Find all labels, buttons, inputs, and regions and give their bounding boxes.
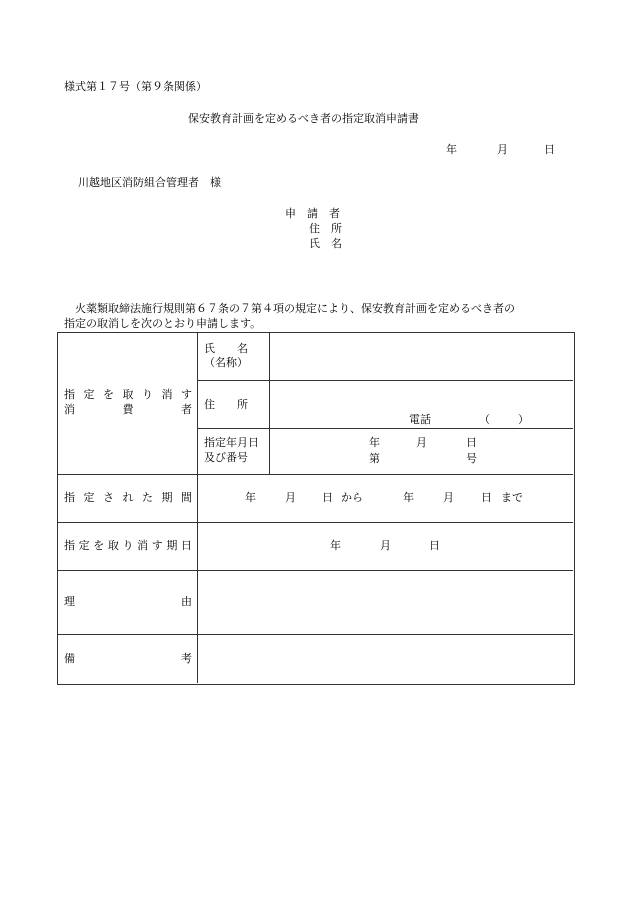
applicant-name-label: 氏 名	[309, 237, 342, 250]
cancellation-year: 年	[330, 539, 341, 552]
address-field[interactable]	[270, 382, 572, 412]
reason-label: 理 由	[64, 595, 192, 608]
designated-period-label: 指 定 さ れ た 期 間	[64, 491, 192, 504]
period-to-month: 月	[443, 491, 454, 504]
intro-line-1: 火薬類取締法施行規則第６７条の７第４項の規定により、保安教育計画を定めるべき者の	[75, 302, 515, 315]
date-month: 月	[497, 143, 508, 156]
designation-date-label: 指定年月日	[204, 436, 259, 449]
cancellation-month: 月	[380, 539, 391, 552]
document-title: 保安教育計画を定めるべき者の指定取消申請書	[188, 112, 419, 125]
applicant-label: 申 請 者	[285, 207, 340, 220]
addressee: 川越地区消防組合管理者 様	[78, 176, 221, 189]
cancellation-day: 日	[429, 539, 440, 552]
address-label: 住 所	[204, 398, 248, 411]
designation-month: 月	[416, 436, 427, 449]
period-from-month: 月	[285, 491, 296, 504]
designation-year: 年	[369, 436, 380, 449]
applicant-address-label: 住 所	[309, 222, 342, 235]
period-to-year: 年	[403, 491, 414, 504]
consumer-label-line1: 指 定 を 取 り 消 す	[64, 388, 192, 401]
name-sub-label: （名称）	[204, 356, 248, 369]
period-to-day: 日	[481, 491, 492, 504]
period-from-year: 年	[245, 491, 256, 504]
remarks-label: 備 考	[64, 652, 192, 665]
period-from-day: 日	[322, 491, 333, 504]
date-day: 日	[544, 143, 555, 156]
designation-day: 日	[466, 436, 477, 449]
form-number: 様式第１７号（第９条関係）	[64, 80, 207, 93]
cancellation-date-label: 指 定 を 取 り 消 す 期 日	[64, 539, 192, 552]
designation-number-prefix: 第	[369, 452, 380, 465]
name-label: 氏 名	[204, 342, 248, 355]
intro-line-2: 指定の取消しを次のとおり申請します。	[64, 317, 262, 330]
phone-label: 電話	[409, 413, 431, 426]
consumer-label-line2: 消 費 者	[64, 403, 192, 416]
period-from-word: から	[341, 491, 363, 504]
date-year: 年	[446, 143, 457, 156]
period-to-word: まで	[501, 491, 523, 504]
reason-field[interactable]	[198, 571, 572, 633]
remarks-field[interactable]	[198, 635, 572, 682]
name-field[interactable]	[270, 334, 572, 379]
phone-close-paren: ）	[518, 413, 529, 426]
designation-number-suffix: 号	[466, 452, 477, 465]
phone-open-paren: （	[479, 413, 490, 426]
application-form-table	[57, 332, 575, 685]
designation-number-label: 及び番号	[204, 451, 248, 464]
